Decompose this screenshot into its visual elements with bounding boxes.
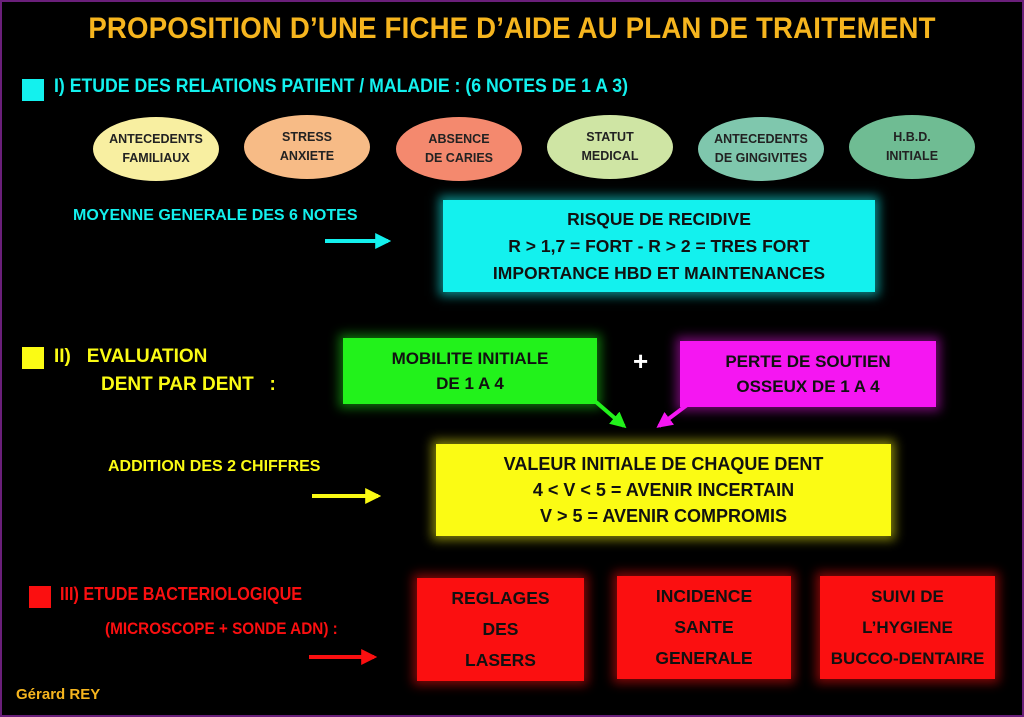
risk-line2: R > 1,7 = FORT - R > 2 = TRES FORT [508,235,810,256]
section2-heading-line2: DENT PAR DENT : [101,374,276,395]
section1-arrow-label: MOYENNE GENERALE DES 6 NOTES [73,207,358,224]
risk-line3: IMPORTANCE HBD ET MAINTENANCES [492,262,826,283]
section3-heading-line2: (MICROSCOPE + SONDE ADN) : [105,619,338,638]
mobility-box: MOBILITE INITIALE DE 1 A 4 [343,338,597,404]
tooth-value-line1: VALEUR INITIALE DE CHAQUE DENT [503,454,824,474]
lasers-box: REGLAGES DES LASERS [417,578,584,681]
author-credit: Gérard REY [16,686,101,703]
section2-arrow-label: ADDITION DES 2 CHIFFRES [108,458,321,475]
section3-heading-line1: III) ETUDE BACTERIOLOGIQUE [60,584,303,604]
hygiene-box: SUIVI DE L’HYGIENE BUCCO-DENTAIRE [820,576,995,679]
plus-sign: + [633,346,649,376]
oval-antecedents-gingivites: ANTECEDENTS DE GINGIVITES [698,117,824,181]
tooth-value-line3: V > 5 = AVENIR COMPROMIS [539,506,788,526]
oval-hbd-initiale: H.B.D. INITIALE [849,115,975,179]
oval-absence-caries: ABSENCE DE CARIES [396,117,522,181]
section1-heading: I) ETUDE DES RELATIONS PATIENT / MALADIE : (6 NOTES DE 1 A 3) [54,76,628,97]
sante-generale-box: INCIDENCE SANTE GENERALE [617,576,791,679]
arrow-magenta [659,405,687,426]
oval-stress-anxiete: STRESS ANXIETE [244,115,370,179]
tooth-value-line2: 4 < V < 5 = AVENIR INCERTAIN [532,480,795,500]
page-title: PROPOSITION D’UNE FICHE D’AIDE AU PLAN DE TRAITEMENT [88,12,936,45]
bone-loss-box: PERTE DE SOUTIEN OSSEUX DE 1 A 4 [680,341,936,407]
risk-line1: RISQUE DE RECIDIVE [567,208,751,229]
oval-antecedents-familiaux: ANTECEDENTS FAMILIAUX [93,117,219,181]
arrow-green [596,402,624,426]
section2-heading-line1: II) EVALUATION [54,346,208,367]
oval-statut-medical: STATUT MEDICAL [547,115,673,179]
